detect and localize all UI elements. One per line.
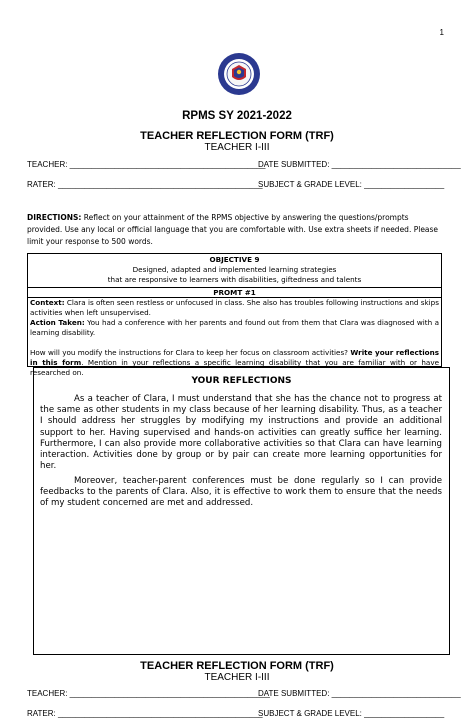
- directions-label: DIRECTIONS:: [27, 213, 82, 222]
- subject-grade-field[interactable]: SUBJECT & GRADE LEVEL: __________________: [258, 180, 445, 189]
- objective-section: [28, 254, 441, 288]
- reflection-paragraph-2: Moreover, teacher-parent conferences must be done regularly so I can provide feedbacks to the parents of Clara. Also, it is effective to work them to ensure that the needs of my student concerned are met and addressed.: [40, 476, 442, 509]
- page-title: RPMS SY 2021-2022: [182, 110, 292, 122]
- prompt-heading: PROMT #1: [28, 288, 441, 298]
- objective-line-1: Designed, adapted and implemented learning strategies: [132, 265, 337, 274]
- prompt-context: [30, 298, 439, 318]
- objective-line-2: that are responsive to learners with disabilities, giftedness and talents: [107, 275, 362, 284]
- objective-heading: OBJECTIVE 9: [209, 255, 260, 264]
- footer-form-title: TEACHER REFLECTION FORM (TRF): [140, 660, 334, 672]
- question-text: How will you modify the instructions for Clara to keep her focus on classroom activities?: [30, 348, 351, 357]
- rater-field[interactable]: RATER: ______________________________________________: [27, 180, 263, 189]
- form-title: TEACHER REFLECTION FORM (TRF): [140, 130, 334, 142]
- reflection-paragraph-1: As a teacher of Clara, I must understand that she has the chance not to progress at the same as other students in my class because of her learning disability. Thus, as a teacher I should address her struggles by modifying my instructions and provide an additional support to her. Having supervised and hands-on activities can greatly suffice her learning. Furthermore, I can also provide more collaborative activities so that Clara can have learning interaction. Activities done by group or by pair can create more learning opportunities for her.: [40, 394, 442, 472]
- objective-prompt-box: [27, 253, 442, 377]
- page-number: 1: [439, 28, 444, 37]
- footer-rater-field[interactable]: RATER: ______________________________________________: [27, 709, 263, 718]
- context-text: Clara is often seen restless or unfocused in class. She also has troubles following instructions and skips activities when left unsupervised.: [30, 298, 439, 317]
- footer-subject-grade-field[interactable]: SUBJECT & GRADE LEVEL: __________________: [258, 709, 445, 718]
- date-submitted-field[interactable]: DATE SUBMITTED: _____________________________: [258, 160, 461, 169]
- question-bold: Write your reflections in this form: [30, 348, 440, 367]
- reflections-title: YOUR REFLECTIONS: [191, 376, 292, 386]
- footer-form-level: TEACHER I-III: [204, 672, 270, 683]
- question-end: . Mention in your reflections a specific learning disability that you are familiar with or have researched on.: [30, 358, 439, 377]
- directions: [27, 212, 441, 248]
- context-label: Context:: [30, 298, 65, 307]
- directions-text: Reflect on your attainment of the RPMS objective by answering the questions/prompts provided. Use any local or official language that you are comfortable with. Use extra sheets if needed. Please limit your response to 500 words.: [27, 213, 439, 246]
- action-label: Action Taken:: [30, 318, 85, 327]
- footer-date-submitted-field[interactable]: DATE SUBMITTED: _____________________________: [258, 689, 461, 698]
- teacher-field[interactable]: TEACHER: ____________________________________________: [27, 160, 266, 169]
- prompt-action: [30, 318, 439, 338]
- action-text: You had a conference with her parents and found out from them that Clara was diagnosed with a learning disability.: [30, 318, 439, 337]
- footer-teacher-field[interactable]: TEACHER: _____________________________________________: [27, 689, 270, 698]
- reflections-box[interactable]: [33, 367, 450, 655]
- form-level: TEACHER I-III: [204, 142, 270, 153]
- deped-seal-icon: [217, 52, 261, 96]
